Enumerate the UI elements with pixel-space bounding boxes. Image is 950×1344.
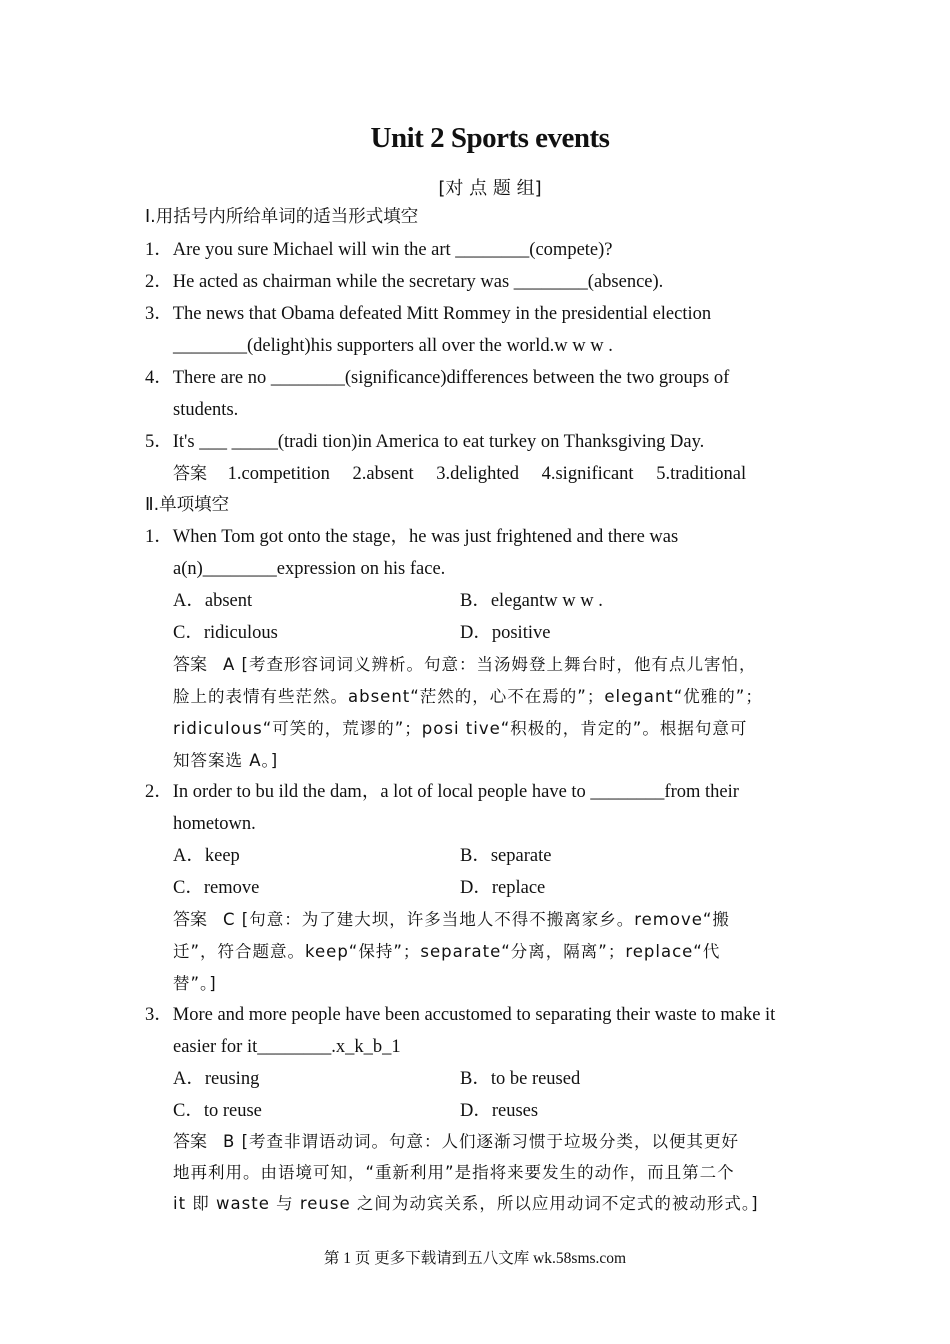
s2-q3-option-c: C．to reuse xyxy=(173,1101,262,1121)
answer-text: C [句意：为了建大坝，许多当地人不得不搬离家乡。remove“搬 xyxy=(223,910,730,929)
s2-q1-option-c: C．ridiculous xyxy=(173,623,278,643)
s2-q1-option-a: A．absent xyxy=(173,591,253,611)
page-footer: 第 1 页 更多下载请到五八文库 wk.58sms.com xyxy=(323,1250,627,1267)
page-title: Unit 2 Sports events xyxy=(370,122,610,154)
s2-question-1-cont: a(n)________expression on his face. xyxy=(173,559,446,579)
s2-q3-option-b: B．to be reused xyxy=(460,1069,581,1089)
s1-question-4: 4．There are no ________(significance)differences between the two groups of xyxy=(145,368,730,388)
s2-question-2-cont: hometown. xyxy=(173,814,256,834)
s2-q2-answer-cont: 迁”，符合题意。keep“保持”；separate“分离，隔离”；replace“代 xyxy=(173,942,721,961)
section2-heading: Ⅱ.单项填空 xyxy=(145,495,230,515)
s2-q1-option-d: D．positive xyxy=(460,623,551,643)
section1-heading: Ⅰ.用括号内所给单词的适当形式填空 xyxy=(145,207,419,227)
s2-q2-option-b: B．separate xyxy=(460,846,552,866)
s1-question-5: 5．It's ___ _____(tradi tion)in America to eat turkey on Thanksgiving Day. xyxy=(145,432,705,452)
s2-question-2: 2．In order to bu ild the dam，a lot of local people have to ________from their xyxy=(145,782,739,802)
s1-answers xyxy=(173,462,764,486)
page-subtitle: [对 点 题 组] xyxy=(438,178,542,199)
s2-q1-answer xyxy=(173,653,756,677)
s2-q3-answer xyxy=(173,1130,739,1154)
s2-q2-answer xyxy=(173,908,730,932)
answer-label: 答案 xyxy=(173,464,207,484)
s1-question-2: 2．He acted as chairman while the secretary was ________(absence). xyxy=(145,272,664,292)
s1-question-3: 3．The news that Obama defeated Mitt Rommey in the presidential election xyxy=(145,304,712,324)
s2-q3-option-d: D．reuses xyxy=(460,1101,539,1121)
answer-item: 1.competition xyxy=(227,464,330,484)
answer-label: 答案 xyxy=(173,910,207,930)
answer-item: 3.delighted xyxy=(436,464,519,484)
s2-question-3: 3．More and more people have been accustomed to separating their waste to make it xyxy=(145,1005,776,1025)
s2-q3-answer-cont: 地再利用。由语境可知，“重新利用”是指将来要发生的动作，而且第二个 xyxy=(173,1163,735,1182)
s2-q2-answer-cont: 替”。] xyxy=(173,974,217,993)
answer-label: 答案 xyxy=(173,1132,207,1152)
answer-item: 4.significant xyxy=(541,464,634,484)
s1-question-3-cont: ________(delight)his supporters all over the world.w w w . xyxy=(173,336,613,356)
s2-question-3-cont: easier for it________.x_k_b_1 xyxy=(173,1037,401,1057)
answer-text: B [考查非谓语动词。句意：人们逐渐习惯于垃圾分类，以便其更好 xyxy=(223,1132,740,1151)
answer-text: A [考查形容词词义辨析。句意：当汤姆登上舞台时，他有点儿害怕， xyxy=(223,655,757,674)
s1-question-4-cont: students. xyxy=(173,400,239,420)
s2-q1-answer-cont: 脸上的表情有些茫然。absent“茫然的，心不在焉的”；elegant“优雅的”； xyxy=(173,687,763,706)
s2-q2-option-a: A．keep xyxy=(173,846,240,866)
s2-q3-answer-cont: it 即 waste 与 reuse 之间为动宾关系，所以应用动词不定式的被动形式。] xyxy=(173,1194,759,1213)
answer-label: 答案 xyxy=(173,655,207,675)
answer-item: 5.traditional xyxy=(656,464,747,484)
s2-q1-option-b: B．elegantw w w . xyxy=(460,591,603,611)
s2-q1-answer-cont: 知答案选 A。] xyxy=(173,751,279,770)
s1-question-1: 1．Are you sure Michael will win the art ________(compete)? xyxy=(145,240,613,260)
s2-q3-option-a: A．reusing xyxy=(173,1069,260,1089)
s2-q2-option-c: C．remove xyxy=(173,878,260,898)
s2-q2-option-d: D．replace xyxy=(460,878,546,898)
answer-item: 2.absent xyxy=(352,464,414,484)
s2-q1-answer-cont: ridiculous“可笑的，荒谬的”；posi tive“积极的，肯定的”。根据句意可 xyxy=(173,719,748,738)
s2-question-1: 1．When Tom got onto the stage，he was just frightened and there was xyxy=(145,527,679,547)
